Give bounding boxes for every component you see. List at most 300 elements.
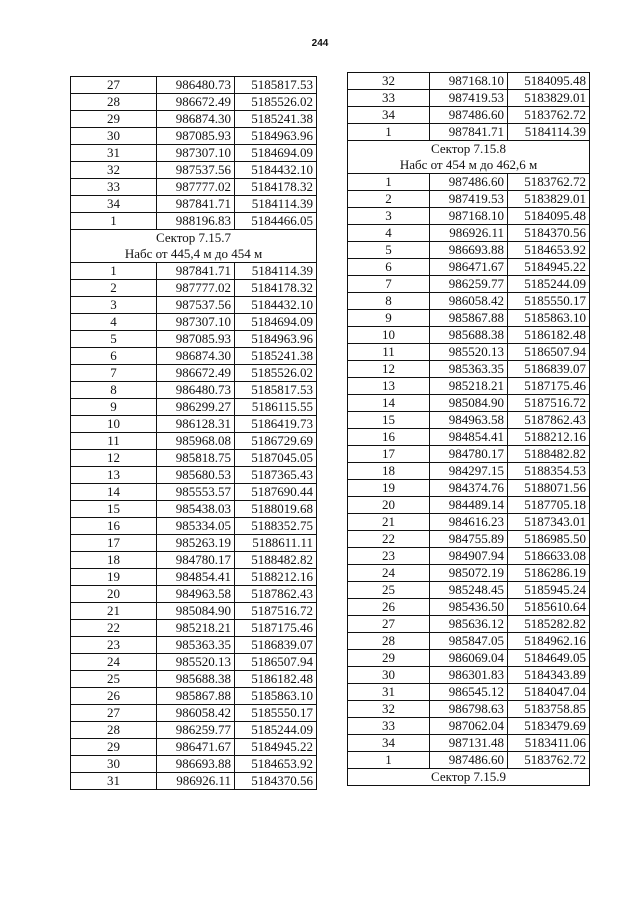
point-number: 34 [348,107,430,124]
x-coordinate: 987168.10 [430,208,508,225]
point-number: 11 [348,344,430,361]
table-row [348,735,590,752]
point-number: 26 [71,688,157,705]
x-coordinate: 985636.12 [430,616,508,633]
x-coordinate: 985818.75 [157,450,235,467]
table-row [348,548,590,565]
x-coordinate: 985334.05 [157,518,235,535]
left-table-rows-a [71,77,317,230]
table-row [71,637,317,654]
point-number: 7 [71,365,157,382]
x-coordinate: 985847.05 [430,633,508,650]
table-row [348,616,590,633]
table-row [348,412,590,429]
table-row [71,196,317,213]
section-title: Сектор 7.15.7 [71,230,317,247]
point-number: 6 [348,259,430,276]
y-coordinate: 5186633.08 [508,548,590,565]
y-coordinate: 5186182.48 [235,671,317,688]
table-row [71,756,317,773]
x-coordinate: 987085.93 [157,128,235,145]
y-coordinate: 5183829.01 [508,191,590,208]
point-number: 18 [71,552,157,569]
point-number: 8 [71,382,157,399]
x-coordinate: 986259.77 [157,722,235,739]
y-coordinate: 5185817.53 [235,382,317,399]
x-coordinate: 985867.88 [430,310,508,327]
y-coordinate: 5186115.55 [235,399,317,416]
y-coordinate: 5187365.43 [235,467,317,484]
x-coordinate: 986480.73 [157,382,235,399]
y-coordinate: 5186507.94 [508,344,590,361]
x-coordinate: 987486.60 [430,107,508,124]
y-coordinate: 5187862.43 [508,412,590,429]
y-coordinate: 5184370.56 [235,773,317,790]
x-coordinate: 987419.53 [430,90,508,107]
x-coordinate: 984780.17 [430,446,508,463]
point-number: 29 [71,739,157,756]
point-number: 14 [71,484,157,501]
x-coordinate: 987131.48 [430,735,508,752]
x-coordinate: 985072.19 [430,565,508,582]
table-row [71,111,317,128]
y-coordinate: 5184694.09 [235,145,317,162]
x-coordinate: 984907.94 [430,548,508,565]
page-number: 244 [311,38,329,49]
table-row [348,225,590,242]
x-coordinate: 985084.90 [157,603,235,620]
y-coordinate: 5188071.56 [508,480,590,497]
y-coordinate: 5187343.01 [508,514,590,531]
point-number: 5 [348,242,430,259]
x-coordinate: 986471.67 [430,259,508,276]
x-coordinate: 984616.23 [430,514,508,531]
x-coordinate: 987777.02 [157,179,235,196]
table-row [71,179,317,196]
table-row [71,348,317,365]
y-coordinate: 5183758.85 [508,701,590,718]
point-number: 30 [71,128,157,145]
table-row [71,688,317,705]
y-coordinate: 5185945.24 [508,582,590,599]
point-number: 23 [348,548,430,565]
y-coordinate: 5186419.73 [235,416,317,433]
table-row [348,276,590,293]
table-row [348,124,590,141]
point-number: 27 [71,77,157,94]
point-number: 6 [71,348,157,365]
y-coordinate: 5184178.32 [235,280,317,297]
y-coordinate: 5184370.56 [508,225,590,242]
x-coordinate: 984755.89 [430,531,508,548]
table-row [348,191,590,208]
x-coordinate: 985680.53 [157,467,235,484]
point-number: 1 [348,174,430,191]
table-row [71,722,317,739]
point-number: 33 [71,179,157,196]
table-row [71,280,317,297]
table-row [348,701,590,718]
table-row [348,174,590,191]
point-number: 29 [348,650,430,667]
y-coordinate: 5188611.11 [235,535,317,552]
table-row [71,705,317,722]
x-coordinate: 987307.10 [157,314,235,331]
y-coordinate: 5184653.92 [235,756,317,773]
right-table-rows-b [348,174,590,769]
point-number: 28 [348,633,430,650]
table-row [348,107,590,124]
x-coordinate: 985263.19 [157,535,235,552]
table-row [348,718,590,735]
point-number: 31 [71,773,157,790]
point-number: 19 [71,569,157,586]
table-row [71,654,317,671]
y-coordinate: 5185241.38 [235,111,317,128]
point-number: 31 [71,145,157,162]
y-coordinate: 5184694.09 [235,314,317,331]
left-coordinates-table [70,76,317,790]
x-coordinate: 984374.76 [430,480,508,497]
x-coordinate: 984854.41 [430,429,508,446]
x-coordinate: 987307.10 [157,145,235,162]
point-number: 10 [71,416,157,433]
point-number: 2 [71,280,157,297]
y-coordinate: 5185550.17 [235,705,317,722]
x-coordinate: 987486.60 [430,174,508,191]
x-coordinate: 985363.35 [157,637,235,654]
table-row [348,514,590,531]
y-coordinate: 5188212.16 [235,569,317,586]
x-coordinate: 986874.30 [157,111,235,128]
point-number: 33 [348,90,430,107]
y-coordinate: 5186839.07 [235,637,317,654]
right-next-section-header [348,769,590,786]
point-number: 3 [71,297,157,314]
y-coordinate: 5186729.69 [235,433,317,450]
point-number: 22 [348,531,430,548]
point-number: 18 [348,463,430,480]
x-coordinate: 986058.42 [157,705,235,722]
point-number: 31 [348,684,430,701]
table-row [71,314,317,331]
y-coordinate: 5184653.92 [508,242,590,259]
y-coordinate: 5187690.44 [235,484,317,501]
x-coordinate: 987841.71 [157,196,235,213]
table-row [71,518,317,535]
x-coordinate: 986301.83 [430,667,508,684]
y-coordinate: 5188482.82 [508,446,590,463]
table-row [348,497,590,514]
x-coordinate: 986926.11 [430,225,508,242]
y-coordinate: 5185241.38 [235,348,317,365]
y-coordinate: 5183762.72 [508,752,590,769]
y-coordinate: 5185610.64 [508,599,590,616]
point-number: 13 [71,467,157,484]
table-row [71,331,317,348]
table-row [348,361,590,378]
point-number: 3 [348,208,430,225]
x-coordinate: 986693.88 [157,756,235,773]
point-number: 2 [348,191,430,208]
table-row [71,365,317,382]
table-row [348,344,590,361]
y-coordinate: 5184095.48 [508,208,590,225]
y-coordinate: 5185817.53 [235,77,317,94]
point-number: 17 [71,535,157,552]
point-number: 28 [71,722,157,739]
y-coordinate: 5183762.72 [508,107,590,124]
table-row [348,310,590,327]
y-coordinate: 5183829.01 [508,90,590,107]
y-coordinate: 5186286.19 [508,565,590,582]
point-number: 32 [348,701,430,718]
point-number: 9 [348,310,430,327]
point-number: 5 [71,331,157,348]
table-row [348,429,590,446]
y-coordinate: 5186985.50 [508,531,590,548]
table-row [71,586,317,603]
x-coordinate: 986480.73 [157,77,235,94]
x-coordinate: 985968.08 [157,433,235,450]
y-coordinate: 5185526.02 [235,365,317,382]
point-number: 17 [348,446,430,463]
y-coordinate: 5184649.05 [508,650,590,667]
point-number: 16 [71,518,157,535]
y-coordinate: 5188212.16 [508,429,590,446]
y-coordinate: 5187516.72 [508,395,590,412]
table-row [71,263,317,280]
x-coordinate: 985436.50 [430,599,508,616]
point-number: 19 [348,480,430,497]
x-coordinate: 987537.56 [157,297,235,314]
table-row [71,399,317,416]
point-number: 4 [71,314,157,331]
x-coordinate: 984854.41 [157,569,235,586]
x-coordinate: 986926.11 [157,773,235,790]
point-number: 26 [348,599,430,616]
point-number: 4 [348,225,430,242]
y-coordinate: 5184466.05 [235,213,317,230]
point-number: 33 [348,718,430,735]
point-number: 23 [71,637,157,654]
point-number: 1 [348,124,430,141]
table-row [348,90,590,107]
right-coordinates-table [347,72,590,786]
x-coordinate: 986471.67 [157,739,235,756]
y-coordinate: 5184945.22 [235,739,317,756]
table-row [348,650,590,667]
point-number: 24 [71,654,157,671]
point-number: 22 [71,620,157,637]
section-subtitle: Набс от 454 м до 462,6 м [348,157,590,174]
left-section-header [71,230,317,263]
table-row [348,599,590,616]
y-coordinate: 5183479.69 [508,718,590,735]
x-coordinate: 985438.03 [157,501,235,518]
x-coordinate: 985084.90 [430,395,508,412]
table-row [71,467,317,484]
y-coordinate: 5187175.46 [508,378,590,395]
y-coordinate: 5185282.82 [508,616,590,633]
x-coordinate: 987486.60 [430,752,508,769]
x-coordinate: 985520.13 [430,344,508,361]
table-row [348,259,590,276]
point-number: 21 [71,603,157,620]
point-number: 15 [71,501,157,518]
table-row [71,450,317,467]
y-coordinate: 5187705.18 [508,497,590,514]
x-coordinate: 985520.13 [157,654,235,671]
table-row [348,327,590,344]
table-row [348,531,590,548]
y-coordinate: 5183762.72 [508,174,590,191]
point-number: 11 [71,433,157,450]
left-table-rows-b [71,263,317,790]
y-coordinate: 5184963.96 [235,128,317,145]
table-row [348,293,590,310]
table-row [71,603,317,620]
table-row [348,378,590,395]
x-coordinate: 986299.27 [157,399,235,416]
point-number: 30 [71,756,157,773]
table-row [71,739,317,756]
table-row [348,208,590,225]
point-number: 8 [348,293,430,310]
y-coordinate: 5187516.72 [235,603,317,620]
x-coordinate: 986693.88 [430,242,508,259]
table-row [71,671,317,688]
y-coordinate: 5187045.05 [235,450,317,467]
y-coordinate: 5184945.22 [508,259,590,276]
x-coordinate: 985363.35 [430,361,508,378]
table-row [71,382,317,399]
x-coordinate: 985688.38 [430,327,508,344]
x-coordinate: 985218.21 [430,378,508,395]
point-number: 25 [348,582,430,599]
y-coordinate: 5184963.96 [235,331,317,348]
section-title: Сектор 7.15.8 [348,141,590,158]
point-number: 25 [71,671,157,688]
y-coordinate: 5184114.39 [508,124,590,141]
table-row [348,565,590,582]
y-coordinate: 5188482.82 [235,552,317,569]
table-row [348,667,590,684]
x-coordinate: 984963.58 [157,586,235,603]
point-number: 30 [348,667,430,684]
table-row [71,433,317,450]
point-number: 14 [348,395,430,412]
x-coordinate: 986545.12 [430,684,508,701]
point-number: 15 [348,412,430,429]
x-coordinate: 984780.17 [157,552,235,569]
point-number: 10 [348,327,430,344]
point-number: 12 [348,361,430,378]
table-row [348,752,590,769]
x-coordinate: 986798.63 [430,701,508,718]
y-coordinate: 5184432.10 [235,162,317,179]
x-coordinate: 987085.93 [157,331,235,348]
y-coordinate: 5188352.75 [235,518,317,535]
table-row [71,535,317,552]
y-coordinate: 5184095.48 [508,73,590,90]
point-number: 28 [71,94,157,111]
x-coordinate: 986259.77 [430,276,508,293]
table-row [71,416,317,433]
y-coordinate: 5184962.16 [508,633,590,650]
table-row [71,297,317,314]
y-coordinate: 5188354.53 [508,463,590,480]
table-row [71,145,317,162]
point-number: 21 [348,514,430,531]
point-number: 12 [71,450,157,467]
point-number: 20 [71,586,157,603]
point-number: 20 [348,497,430,514]
x-coordinate: 985867.88 [157,688,235,705]
x-coordinate: 987841.71 [157,263,235,280]
x-coordinate: 985553.57 [157,484,235,501]
y-coordinate: 5185244.09 [508,276,590,293]
table-row [71,77,317,94]
table-row [348,684,590,701]
y-coordinate: 5185863.10 [508,310,590,327]
table-row [71,552,317,569]
table-row [348,242,590,259]
y-coordinate: 5184114.39 [235,263,317,280]
x-coordinate: 986874.30 [157,348,235,365]
y-coordinate: 5184343.89 [508,667,590,684]
y-coordinate: 5186182.48 [508,327,590,344]
table-row [71,128,317,145]
y-coordinate: 5186839.07 [508,361,590,378]
x-coordinate: 984963.58 [430,412,508,429]
table-row [348,446,590,463]
y-coordinate: 5185526.02 [235,94,317,111]
y-coordinate: 5187175.46 [235,620,317,637]
x-coordinate: 987777.02 [157,280,235,297]
y-coordinate: 5184178.32 [235,179,317,196]
right-section-header [348,141,590,174]
point-number: 32 [348,73,430,90]
x-coordinate: 986672.49 [157,94,235,111]
table-row [71,620,317,637]
next-section-title: Сектор 7.15.9 [348,769,590,786]
table-row [71,213,317,230]
x-coordinate: 985218.21 [157,620,235,637]
point-number: 34 [348,735,430,752]
point-number: 34 [71,196,157,213]
point-number: 32 [71,162,157,179]
y-coordinate: 5185550.17 [508,293,590,310]
table-row [71,94,317,111]
y-coordinate: 5184114.39 [235,196,317,213]
point-number: 1 [71,213,157,230]
table-row [71,484,317,501]
table-row [348,633,590,650]
x-coordinate: 984297.15 [430,463,508,480]
x-coordinate: 986672.49 [157,365,235,382]
y-coordinate: 5185863.10 [235,688,317,705]
x-coordinate: 987537.56 [157,162,235,179]
right-table-rows-a [348,73,590,141]
y-coordinate: 5184047.04 [508,684,590,701]
x-coordinate: 986128.31 [157,416,235,433]
table-row [348,582,590,599]
x-coordinate: 986069.04 [430,650,508,667]
y-coordinate: 5188019.68 [235,501,317,518]
table-row [348,480,590,497]
x-coordinate: 986058.42 [430,293,508,310]
